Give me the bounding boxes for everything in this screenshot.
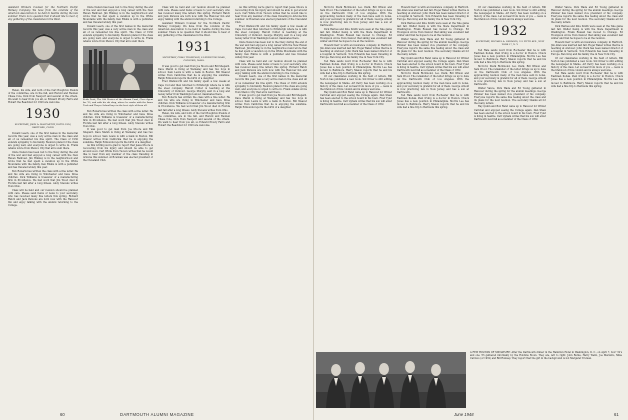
column-text: Class will be held and our reunion should be planned with care. Please send items of news to your secretary, who has received many fine letters this spring. Richard Hatch and Jack Parsons are both now with the Hanover Inn and enjoy talking with the alumni returning to the College. — [8, 188, 78, 207]
left-column-4 — [235, 6, 307, 406]
column-text: Of our classmates working in the field of letters, Bill Norton has published a new book. Sid Oliver is still editing the newspaper in Maine. Art Perry has been working on a history of the class. Let us hear from more of you — news is the lifeblood of this column and is always welcome. — [551, 56, 623, 72]
column-text: Donald Leach, one of the first names in the memorial records this year, was a very active man in the class and all of us remember his fine spirit. The Class of 1930 extends sympathy to his family. Reunion plans for the class are going well, and everyone is urged to write in. Frank Adams wrote from Mexico City that all is well there. — [8, 132, 78, 151]
portrait-image — [8, 23, 78, 87]
column-text: Bob Roberts has written the class with a fine letter. He and his wife are living in Winchester and have three children. Dick Williams is treasurer of a manufacturing firm in Providence. We had word that Jim Wood died in Florida last fall after a long illness. Andy Stevens writes from Ohio. — [8, 169, 78, 189]
left-column-1 — [8, 6, 78, 406]
left-column-2 — [83, 6, 153, 406]
column-text: Ted Hale sends word from Rochester that he is with Eastman Kodak. Paul Irving is a doctor in Boston. Chuck Jones has a new position in Philadelphia. Morris Lee has moved to Baltimore. Harry Mason reports that he and his wife had a fine trip to Bermuda this spring. — [320, 59, 392, 75]
column-text: Walter Vance, Dick Wade and Ed Young gathered in Hanover during the spring for the alumni meetings. George Zimmer has been named vice president of his company. Everyone reports the same fine feeling about the class and its plans for the next reunion. The secretary thanks all for the many letters. — [397, 37, 469, 56]
page-number: 60 — [60, 412, 65, 417]
column-text: Ozzie Nelson has been lost to the Navy during the end of the war and had enjoyed a long career with the New Haven Railroad. Jim Hinkley is in the neighborhood and wrote that he had spent a vacation up in the White Mountains with the family. Ken Elkins is with a publisher and has traveled widely this year. — [8, 150, 78, 170]
group-photo-image — [316, 352, 466, 408]
column-text: Ray Quinn and Bob Rand came up to Hanover for Winter Carnival and enjoyed seeing the College again. Dan Shaw has been elected to the school board in his town. Fred Tyler is living in Seattle. Carl Upham writes that his son will enter Dartmouth next fall as a member of the Class of 1952. — [320, 91, 392, 107]
column-text: Dick Barnes and Pete Smith were seen at the Yale game last fall. Walter Kemp is with the State Department in Washington. Frank Russell has moved to Chicago. Ed Thompson wrote from Denver that skiing was excellent last winter and that he hopes to be at the reunion. — [320, 27, 392, 44]
column-text: Dick Barnes and Pete Smith were seen at the Yale game last fall. Walter Kemp is with the State Department in Washington. Frank Russell has moved to Chicago. Ed Thompson wrote from Denver that skiing was excellent last winter and that he hopes to be at the reunion. — [551, 24, 623, 41]
class-year-heading: 1931 — [176, 40, 212, 56]
class-year-heading: 1932 — [492, 24, 528, 40]
class-secretary-line: SECRETARY, JOHN A. MACCARTHY, HOTEL ELM, HARTFORD, CONN. — [14, 123, 72, 130]
right-page — [314, 0, 628, 420]
column-text: Dick Barnes and Pete Smith were seen at the Yale game last fall. Walter Kemp is with the State Department in Washington. Frank Russell has moved to Chicago. Ed Thompson wrote from Denver that skiing was excellent last winter and that he hopes to be at the reunion. — [397, 21, 469, 38]
column-text: Howard Kerr is with an insurance company in Hartford. Jim Allen was married last fall. Roger Baker writes that he is teaching at Andover. John Clark has been named director of a hospital in Vermont. Tom Edwards has been traveling in Europe. Ben Gray and his family live in New York City. — [320, 43, 392, 59]
column-text: Ozzie Nelson has been lost to the Navy during the end of the war and had enjoyed a long career with the New Haven Railroad. Jim Hinkley is in the neighborhood and wrote that he had spent a vacation up in the White Mountains with the family. Ken Elkins is with a publisher and has traveled widely this year. — [83, 6, 153, 25]
column-text: Class will be held and our reunion should be planned with care. Please send items of news to your secretary, who has received many fine letters this spring. Richard Hatch and Jack Parsons are both now with the Hanover Inn and enjoy talking with the alumni returning to the College. — [158, 6, 230, 22]
column-text: As this writing we're glad to report that Jesse Moore is recovering from his injury and should be able to get around soon. Carl White from Tucson writes that he would like to hear from any member of the class traveling in Arizona this summer. Al Bowman was elected president of the Cleveland Club. — [235, 6, 307, 25]
right-column-2 — [397, 6, 469, 350]
column-text: Ray Quinn and Bob Rand came up to Hanover for Winter Carnival and enjoyed seeing the College again. Dan Shaw has been elected to the school board in his town. Fred Tyler is living in Seattle. Carl Upham writes that his son will enter Dartmouth next fall as a member of the Class of 1952. — [397, 56, 469, 72]
column-text: Walter Vance, Dick Wade and Ed Young gathered in Hanover during the spring for the alumni meetings. George Zimmer has been named vice president of his company. Everyone reports the same fine feeling about the class and its plans for the next reunion. The secretary thanks all for the many letters. — [474, 86, 546, 105]
column-text: It was good to get mail from Joe Moore and Bill Shepard. Dave Marsh is living at Wellesley and has two boys in school. Sam Lewis is with a bank in Boston. Bill Weaver writes from California that he is enjoying the sunshine. Ralph Edmonds reports the birth of a daughter. — [235, 94, 307, 110]
column-text: Helen, his wife, and both of the Carl Boughton friends of the committee, are in the fall, and Harold and Reuben Chase Cole, Dick from Newport and several of the others. We want to hear from you all, so Edward Prouty Farrs and Hobart the Beachnut for 1929 are welcome. — [8, 89, 78, 105]
class-year-heading: 1930 — [25, 107, 61, 123]
group-photo — [316, 352, 466, 408]
column-text: Assistant Winners Counsel for the Northern Pacific Railway Company. We have from the columns of the American Association to be held in Seattle during the late summer. There is no question that it should like to hear of any gathering of the classmates in the West. — [158, 21, 230, 38]
column-text: Bob Roberts has written the class with a fine letter. He and his wife are living in Winchester and have three children. Dick Williams is treasurer of a manufacturing firm in Providence. We had word that Jim Wood died in Florida last fall after a long illness. Andy Stevens writes from Ohio. — [158, 96, 230, 112]
right-column-4 — [551, 6, 623, 350]
column-text: It was good to get mail from Joe Moore and Bill Shepard. Dave Marsh is living at Wellesley and has two boys in school. Sam Lewis is with a bank in Boston. Bill Weaver writes from California that he is enjoying the sunshine. Ralph Edmonds reports the birth of a daughter. — [83, 128, 153, 144]
portrait-photo — [8, 23, 78, 87]
column-text: Fred Wadsworth and his family spent a few weeks at Cape Cod and then returned to Pittsburgh where he is with the steel company. Harold Cutter is teaching at the University of Vermont. George Murphy sent in a long and newsy letter from Washington about classmates there. — [235, 24, 307, 41]
column-text: Ted Hale sends word from Rochester that he is with Eastman Kodak. Paul Irving is a doctor in Boston. Chuck Jones has a new position in Philadelphia. Morris Lee has moved to Baltimore. Harry Mason reports that he and his wife had a fine trip to Bermuda this spring. — [474, 48, 546, 65]
column-text: As this writing we're glad to report that Jesse Moore is recovering from his injury and should be able to get around soon. Carl White from Tucson writes that he would like to hear from any member of the class traveling in Arizona this summer. Al Bowman was elected president of the Cleveland Club. — [83, 144, 153, 163]
column-text: Helen, his wife, and both of the Carl Boughton friends of the committee, are in the fall, and Harold and Reuben Chase Cole, Dick from Newport and several of the others. We want to hear from you all, so Edward Prouty Farrs and Hobart the Beachnut for 1929 are welcome. — [158, 112, 230, 128]
column-text: Of our classmates working in the field of letters, Bill Norton has published a new book. Sid Oliver is still editing the newspaper in Maine. Art Perry has been working on a history of the class. Let us hear from more of you — news is the lifeblood of this column and is always welcome. — [320, 75, 392, 91]
column-text: Donald Leach, one of the first names in the memorial records this year, was a very active man in the class and all of us remember his fine spirit. The Class of 1930 extends sympathy to his family. Reunion plans for the class are going well, and everyone is urged to write in. Frank Adams wrote from Mexico City that all is well there. — [83, 24, 153, 44]
column-text: It was good to get mail from Joe Moore and Bill Shepard. Dave Marsh is living at Wellesley and has two boys in school. Sam Lewis is with a bank in Boston. Bill Weaver writes from California that he is enjoying the sunshine. Ralph Edmonds reports the birth of a daughter. — [158, 64, 230, 80]
running-head: June 1948 — [454, 412, 474, 417]
column-text: Donald Leach, one of the first names in the memorial records this year, was a very active man in the class and all of us remember his fine spirit. The Class of 1930 extends sympathy to his family. Reunion plans for the class are going well, and everyone is urged to write in. Frank Adams wrote from Mexico City that all is well there. — [235, 75, 307, 94]
right-column-3 — [474, 6, 546, 350]
column-text: Ozzie Nelson has been lost to the Navy during the end of the war and had enjoyed a long career with the New Haven Railroad. Jim Hinkley is in the neighborhood and wrote that he had spent a vacation up in the White Mountains with the family. Ken Elkins is with a publisher and has traveled widely this year. — [235, 40, 307, 59]
column-text: Class will be held and our reunion should be planned with care. Please send items of news to your secretary, who has received many fine letters this spring. Richard Hatch and Jack Parsons are both now with the Hanover Inn and enjoy talking with the alumni returning to the College. — [235, 59, 307, 75]
column-text: McCord, Stark Richmond, Leo Clark, Bill Wilson and Sam Wood. The remainder of the letter brings us up to date on the Dartmouth Club of Los Angeles. With the approaching reunion many of the men have sent in notes, and your secretary is grateful for all of them. George Arnold is now practicing law in New Jersey and has a son at Dartmouth. — [397, 72, 469, 94]
column-text: Assistant Winners Counsel for the Northern Pacific Railway Company. We have from the columns of the American Association to be held in Seattle during the late summer. There is no question that it should like to hear of any gathering of the classmates in the West. — [8, 6, 78, 22]
column-text: Ted Hale sends word from Rochester that he is with Eastman Kodak. Paul Irving is a doctor in Boston. Chuck Jones has a new position in Philadelphia. Morris Lee has moved to Baltimore. Harry Mason reports that he and his wife had a fine trip to Bermuda this spring. — [397, 94, 469, 110]
ski-shop-photo — [83, 46, 153, 98]
column-text: Howard Kerr is with an insurance company in Hartford. Jim Allen was married last fall. Roger Baker writes that he is teaching at Andover. John Clark has been named director of a hospital in Vermont. Tom Edwards has been traveling in Europe. Ben Gray and his family live in New York City. — [397, 6, 469, 22]
ski-shop-image — [83, 46, 153, 98]
column-text: McCord, Stark Richmond, Leo Clark, Bill Wilson and Sam Wood. The remainder of the letter brings us up to date on the Dartmouth Club of Los Angeles. With the approaching reunion many of the men have sent in notes, and your secretary is grateful for all of them. George Arnold is now practicing law in New Jersey and has a son at Dartmouth. — [474, 64, 546, 86]
photo-caption: Keith Pratt, The Old Master of the Alumni Fund, Class Agent for '30, and with his ski shop, where he works with the Amos Tuck and Thayer School boys in the best style of them all. — [83, 98, 153, 107]
column-text: Ray Quinn and Bob Rand came up to Hanover for Winter Carnival and enjoyed seeing the College again. Dan Shaw has been elected to the school board in his town. Fred Tyler is living in Seattle. Carl Upham writes that his son will enter Dartmouth next fall as a member of the Class of 1952. — [474, 105, 546, 121]
magazine-footer: DARTMOUTH ALUMNI MAGAZINE — [120, 412, 194, 417]
column-text: Walter Vance, Dick Wade and Ed Young gathered in Hanover during the spring for the alumni meetings. George Zimmer has been named vice president of his company. Everyone reports the same fine feeling about the class and its plans for the next reunion. The secretary thanks all for the many letters. — [551, 6, 623, 25]
column-text: Of our classmates working in the field of letters, Bill Norton has published a new book. Sid Oliver is still editing the newspaper in Maine. Art Perry has been working on a history of the class. Let us hear from more of you — news is the lifeblood of this column and is always welcome. — [474, 6, 546, 22]
photo-caption: A FEW ROUNDS OF MINIATURE: After the Dartmouth dinner in the Hamilton Hotel in Washington, D. C., on April 7, four '32's and one '33 gathered informally by the Robbins Room. They are, left to right: John Burke, Harry Webb, Joe Marzullo, Mike Cardozo (of 1932) and Bill Rumsey. They report that the girl in the background is not Margaret Truman. — [470, 351, 622, 360]
column-text: Fred Wadsworth and his family spent a few weeks at Cape Cod and then returned to Pittsburgh where he is with the steel company. Harold Cutter is teaching at the University of Vermont. George Murphy sent in a long and newsy letter from Washington about classmates there. — [158, 80, 230, 96]
right-column-1 — [320, 6, 392, 350]
column-text: Howard Kerr is with an insurance company in Hartford. Jim Allen was married last fall. Roger Baker writes that he is teaching at Andover. John Clark has been named director of a hospital in Vermont. Tom Edwards has been traveling in Europe. Ben Gray and his family live in New York City. — [551, 40, 623, 56]
column-text: Bob Roberts has written the class with a fine letter. He and his wife are living in Winchester and have three children. Dick Williams is treasurer of a manufacturing firm in Providence. We had word that Jim Wood died in Florida last fall after a long illness. Andy Stevens writes from Ohio. — [83, 109, 153, 128]
page-number: 61 — [614, 412, 619, 417]
column-text: McCord, Stark Richmond, Leo Clark, Bill Wilson and Sam Wood. The remainder of the letter brings us up to date on the Dartmouth Club of Los Angeles. With the approaching reunion many of the men have sent in notes, and your secretary is grateful for all of them. George Arnold is now practicing law in New Jersey and has a son at Dartmouth. — [320, 6, 392, 28]
column-text: Ted Hale sends word from Rochester that he is with Eastman Kodak. Paul Irving is a doctor in Boston. Chuck Jones has a new position in Philadelphia. Morris Lee has moved to Baltimore. Harry Mason reports that he and his wife had a fine trip to Bermuda this spring. — [551, 72, 623, 88]
class-secretary-line: SECRETARY, MICHAEL A. CARDOZO, 521 FIFTH AVE., NEW YORK 17, N. Y. — [475, 40, 545, 47]
left-column-3 — [158, 6, 230, 406]
class-secretary-line: SECRETARY, CRAIG THOMPSON, 8 LEXINGTON ROAD, CONCORD, MASS. — [162, 56, 226, 62]
